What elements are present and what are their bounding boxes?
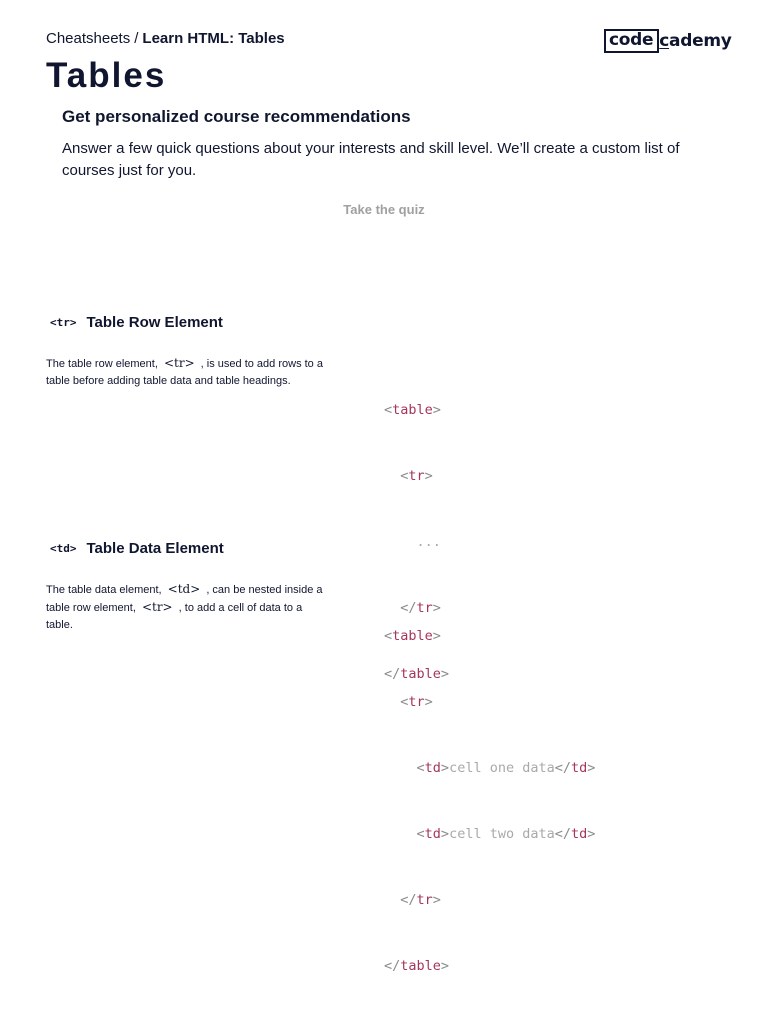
breadcrumb-root-link[interactable]: Cheatsheets <box>46 30 131 47</box>
section-heading: Table Data Element <box>86 540 224 557</box>
code-line: <tr> <box>400 694 433 710</box>
codecademy-logo[interactable] <box>604 29 732 53</box>
promo-heading: Get personalized course recommendations <box>62 107 411 126</box>
code-line: </table> <box>384 958 450 974</box>
section-description: The table data element, <td> , can be nested inside a table row element, <tr> , to add a cell of data to a table. <box>46 582 323 631</box>
take-quiz-button[interactable]: Take the quiz <box>343 202 425 217</box>
section-title-td <box>46 539 224 559</box>
breadcrumb <box>46 30 285 48</box>
breadcrumb-current-link[interactable]: Learn HTML: Tables <box>142 30 285 47</box>
code-line: <td>cell two data</td> <box>416 826 596 842</box>
section-tag: <tr> <box>50 316 77 329</box>
inline-code: <td> <box>167 582 201 596</box>
section-description: The table row element, <tr> , is used to add rows to a table before adding table data and table headings. <box>46 356 323 387</box>
section-title-tr <box>46 313 223 333</box>
section-heading: Table Row Element <box>86 314 223 331</box>
section-tag: <td> <box>50 542 77 555</box>
code-line: </tr> <box>400 600 441 616</box>
code-line: <td>cell one data</td> <box>416 760 596 776</box>
code-line: <table> <box>384 628 441 644</box>
page-title: Tables <box>46 56 167 95</box>
logo-rest-text: cademy <box>659 31 732 51</box>
code-line: <tr> <box>400 468 433 484</box>
code-line: ... <box>416 534 441 550</box>
code-line: <table> <box>384 402 441 418</box>
code-block <box>384 581 595 999</box>
promo-text: Answer a few quick questions about your interests and skill level. We’ll create a custom list of courses just for you. <box>62 140 680 179</box>
inline-code: <tr> <box>163 356 195 370</box>
breadcrumb-separator: / <box>134 30 139 47</box>
code-line: </tr> <box>400 892 441 908</box>
logo-boxed-text: code <box>604 29 659 53</box>
code-line: </table> <box>384 666 450 682</box>
inline-code: <tr> <box>141 600 173 614</box>
